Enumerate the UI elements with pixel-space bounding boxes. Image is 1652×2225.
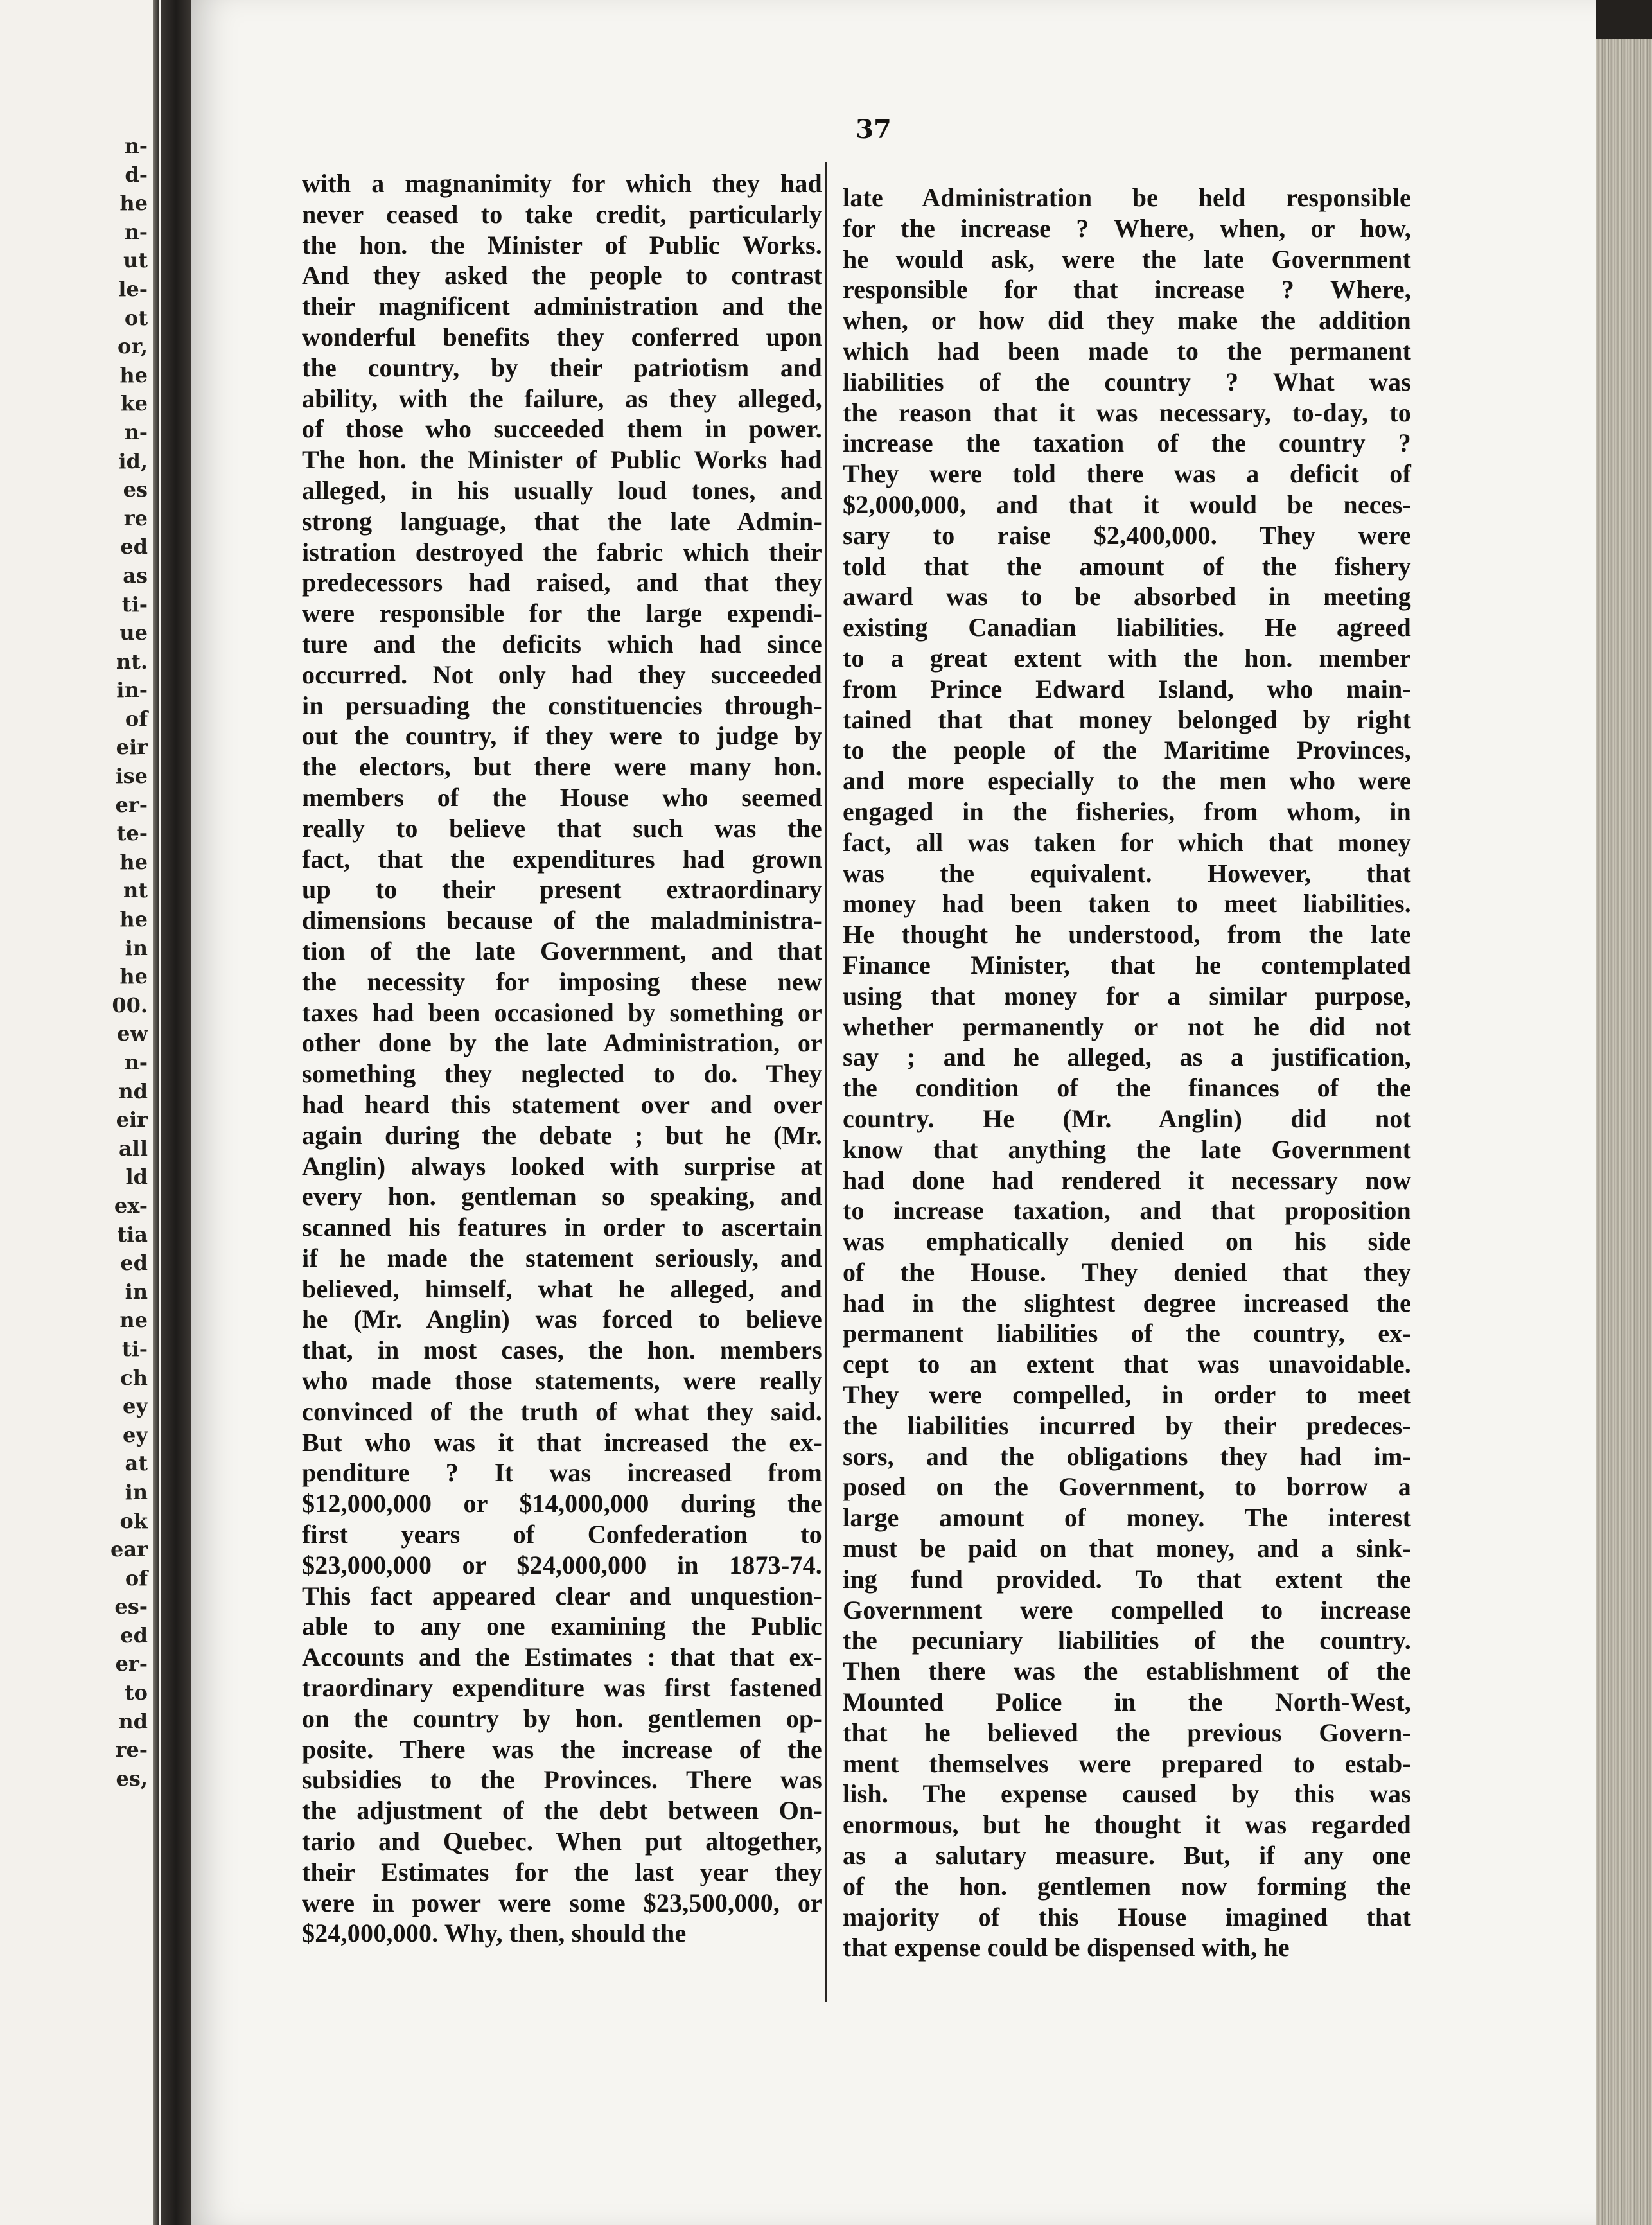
text-line: tario and Quebec. When put altogether,: [302, 1827, 822, 1856]
left-page-fragment-line: n-: [124, 219, 148, 244]
text-line: the hon. the Minister of Public Works.: [302, 230, 822, 259]
left-page-fragment-line: tia: [117, 1222, 148, 1247]
text-line: the electors, but there were many hon.: [302, 752, 822, 782]
left-page-fragment-line: in-: [116, 678, 148, 703]
left-page-fragment-line: of: [125, 706, 148, 731]
text-line: the necessity for imposing these new: [302, 967, 822, 996]
text-line: liabilities of the country ? What was: [843, 367, 1411, 396]
left-page-fragment-line: n-: [124, 134, 148, 158]
text-line: must be paid on that money, and a sink-: [843, 1534, 1411, 1563]
left-page-fragment-line: eir: [116, 735, 148, 760]
text-line: fact, that the expenditures had grown: [302, 844, 822, 874]
left-page-fragment-line: ke: [120, 391, 148, 416]
text-line: The hon. the Minister of Public Works had: [302, 445, 822, 475]
left-page-fragment-line: ey: [123, 1422, 148, 1447]
left-page-fragment-line: at: [125, 1451, 148, 1476]
text-line: penditure ? It was increased from: [302, 1458, 822, 1488]
left-page-fragment-line: he: [119, 907, 148, 932]
text-line: say ; and he alleged, as a justification,: [843, 1042, 1411, 1072]
text-line: cept to an extent that was unavoidable.: [843, 1350, 1411, 1379]
text-line: Finance Minister, that he contemplated: [843, 950, 1411, 980]
text-line: lish. The expense caused by this was: [843, 1779, 1411, 1809]
text-line: existing Canadian liabilities. He agreed: [843, 613, 1411, 642]
text-line: again during the debate ; but he (Mr.: [302, 1120, 822, 1150]
text-line: $2,000,000, and that it would be neces-: [843, 489, 1411, 519]
text-line: This fact appeared clear and unquestion-: [302, 1581, 822, 1610]
left-page-fragment-line: 00.: [112, 992, 148, 1017]
page-stack-shadow: [1596, 0, 1652, 39]
text-line: in persuading the constituencies through-: [302, 690, 822, 720]
text-line: sary to raise $2,400,000. They were: [843, 520, 1411, 550]
text-line: when, or how did they make the addition: [843, 306, 1411, 335]
left-page-fragment-line: er-: [115, 792, 148, 817]
left-page-fragment-line: eir: [116, 1107, 148, 1132]
text-line: occurred. Not only had they succeeded: [302, 660, 822, 689]
text-line: their magnificent administration and the: [302, 292, 822, 321]
left-page-fragment-line: nt.: [116, 649, 148, 674]
left-page-fragment-line: all: [118, 1136, 148, 1161]
text-line: was emphatically denied on his side: [843, 1227, 1411, 1256]
left-page-fragment-line: ch: [120, 1365, 148, 1390]
left-page-fragment-line: or,: [117, 334, 148, 359]
left-page-fragment-line: es: [123, 477, 148, 502]
text-line: But who was it that increased the ex-: [302, 1427, 822, 1457]
text-line: whether permanently or not he did not: [843, 1012, 1411, 1041]
text-line: of the hon. gentlemen now forming the: [843, 1871, 1411, 1901]
left-page-edge: [153, 0, 159, 2225]
text-line: They were told there was a deficit of: [843, 459, 1411, 489]
text-line: know that anything the late Government: [843, 1134, 1411, 1164]
text-line: ability, with the failure, as they alleged,: [302, 383, 822, 413]
left-page-fragment-line: ti-: [121, 592, 148, 617]
text-line: Accounts and the Estimates : that that ex-: [302, 1642, 822, 1672]
left-page-fragment-line: nd: [118, 1078, 148, 1104]
text-column-left: [302, 168, 822, 1949]
left-page-fragment-line: nt: [123, 878, 148, 903]
text-line: increase the taxation of the country ?: [843, 428, 1411, 458]
left-page-fragment-line: ne: [119, 1308, 148, 1333]
page-number: 37: [856, 114, 892, 145]
text-line: able to any one examining the Public: [302, 1612, 822, 1641]
left-page-fragment-line: n-: [124, 419, 148, 444]
text-line: were responsible for the large expendi-: [302, 599, 822, 628]
left-page-fragment-line: d-: [125, 162, 148, 187]
text-line: never ceased to take credit, particularly: [302, 199, 822, 229]
column-divider: [825, 162, 827, 2002]
text-line: posite. There was the increase of the: [302, 1734, 822, 1764]
text-line: had done had rendered it necessary now: [843, 1165, 1411, 1195]
text-line: $24,000,000. Why, then, should the: [302, 1919, 687, 1948]
text-line: that he believed the previous Govern-: [843, 1718, 1411, 1747]
text-line: $23,000,000 or $24,000,000 in 1873-74.: [302, 1550, 822, 1579]
text-line: members of the House who seemed: [302, 782, 822, 812]
text-line: ture and the deficits which had since: [302, 629, 822, 658]
text-line: to increase taxation, and that proposition: [843, 1196, 1411, 1226]
text-line: which had been made to the permanent: [843, 336, 1411, 365]
left-page-fragment-line: ue: [119, 620, 148, 646]
left-page-fragment-line: as: [123, 563, 148, 588]
left-page-fragment-line: nd: [118, 1709, 148, 1734]
left-page-fragment-line: in: [125, 1479, 148, 1504]
text-line: They were compelled, in order to meet: [843, 1380, 1411, 1410]
text-line: ment themselves were prepared to estab-: [843, 1748, 1411, 1778]
text-line: dimensions because of the maladministra-: [302, 906, 822, 935]
left-page-fragment-line: in: [125, 935, 148, 960]
text-line: He thought he understood, from the late: [843, 920, 1411, 949]
left-page-fragment-line: he: [119, 191, 148, 216]
text-line: Mounted Police in the North-West,: [843, 1687, 1411, 1717]
text-line: scanned his features in order to ascertain: [302, 1213, 822, 1242]
text-line: ing fund provided. To that extent the: [843, 1564, 1411, 1594]
text-line: the condition of the finances of the: [843, 1073, 1411, 1103]
text-line: subsidies to the Provinces. There was: [302, 1765, 822, 1795]
text-line: to a great extent with the hon. member: [843, 643, 1411, 673]
text-line: country. He (Mr. Anglin) did not: [843, 1104, 1411, 1133]
text-line: award was to be absorbed in meeting: [843, 582, 1411, 611]
text-line: majority of this House imagined that: [843, 1902, 1411, 1931]
text-line: as a salutary measure. But, if any one: [843, 1841, 1411, 1870]
left-page-fragment-line: to: [124, 1680, 148, 1705]
left-page-fragment-line: es-: [114, 1594, 148, 1619]
text-line: out the country, if they were to judge by: [302, 721, 822, 751]
left-page-fragment-line: n-: [124, 1050, 148, 1075]
text-line: told that the amount of the fishery: [843, 551, 1411, 581]
left-page-fragment-line: ok: [119, 1508, 148, 1533]
left-page-fragment-line: ti-: [121, 1336, 148, 1361]
text-line: money had been taken to meet liabilities.: [843, 889, 1411, 919]
text-line: had in the slightest degree increased the: [843, 1288, 1411, 1317]
text-line: strong language, that the late Admin-: [302, 506, 822, 536]
text-line: permanent liabilities of the country, ex-: [843, 1319, 1411, 1348]
text-line: who made those statements, were really: [302, 1366, 822, 1396]
text-line: tained that that money belonged by right: [843, 705, 1411, 734]
left-page-fragment-line: he: [119, 362, 148, 387]
left-page-fragment-line: ex-: [114, 1193, 148, 1218]
text-line: And they asked the people to contrast: [302, 261, 822, 290]
left-page-fragment-line: er-: [115, 1651, 148, 1676]
text-line: the adjustment of the debt between On-: [302, 1796, 822, 1825]
left-page-fragment-line: re-: [115, 1737, 148, 1763]
text-column-right: [843, 182, 1411, 1963]
left-page-fragment-line: ew: [117, 1021, 148, 1046]
left-page-fragment: [0, 0, 161, 2225]
left-page-fragment-line: re: [123, 506, 148, 531]
text-line: he would ask, were the late Government: [843, 244, 1411, 274]
text-line: on the country by hon. gentlemen op-: [302, 1703, 822, 1733]
text-line: that expense could be dispensed with, he: [843, 1933, 1290, 1962]
text-line: fact, all was taken for which that money: [843, 827, 1411, 857]
text-line: the reason that it was necessary, to-day, to: [843, 398, 1411, 427]
text-line: using that money for a similar purpose,: [843, 981, 1411, 1010]
text-line: every hon. gentleman so speaking, and: [302, 1182, 822, 1211]
left-page-fragment-line: id,: [118, 448, 148, 473]
left-page-fragment-line: ear: [110, 1537, 148, 1562]
left-page-fragment-line: ed: [120, 1623, 148, 1648]
text-line: sors, and the obligations they had im-: [843, 1441, 1411, 1471]
text-line: the liabilities incurred by their predeces-: [843, 1411, 1411, 1440]
text-line: predecessors had raised, and that they: [302, 568, 822, 597]
text-line: taxes had been occasioned by something or: [302, 998, 822, 1027]
left-page-fragment-line: te-: [116, 821, 148, 846]
text-line: the country, by their patriotism and: [302, 353, 822, 382]
text-line: enormous, but he thought it was regarded: [843, 1810, 1411, 1840]
text-line: other done by the late Administration, or: [302, 1028, 822, 1058]
left-page-fragment-line: le-: [118, 276, 148, 301]
text-line: large amount of money. The interest: [843, 1503, 1411, 1533]
page-stack-edges: [1596, 39, 1652, 2225]
text-line: first years of Confederation to: [302, 1520, 822, 1549]
text-line: if he made the statement seriously, and: [302, 1243, 822, 1272]
left-page-fragment-line: of: [125, 1565, 148, 1590]
text-line: really to believe that such was the: [302, 813, 822, 843]
left-page-fragment-line: ld: [125, 1165, 148, 1190]
left-page-fragment-line: ot: [124, 305, 148, 330]
left-page-fragment-line: ed: [120, 534, 148, 559]
text-line: to the people of the Maritime Provinces,: [843, 735, 1411, 765]
text-line: engaged in the fisheries, from whom, in: [843, 796, 1411, 826]
text-line: Government were compelled to increase: [843, 1595, 1411, 1624]
text-line: wonderful benefits they conferred upon: [302, 322, 822, 351]
text-line: had heard this statement over and over: [302, 1089, 822, 1119]
text-line: $12,000,000 or $14,000,000 during the: [302, 1489, 822, 1518]
left-page-fragment-line: he: [119, 964, 148, 989]
text-line: believed, himself, what he alleged, and: [302, 1274, 822, 1303]
text-line: were in power were some $23,500,000, or: [302, 1888, 822, 1917]
left-page-fragment-line: ise: [115, 764, 148, 789]
left-page-fragment-line: ut: [123, 248, 148, 273]
text-line: of the House. They denied that they: [843, 1257, 1411, 1287]
text-line: of those who succeeded them in power.: [302, 414, 822, 444]
text-line: posed on the Government, to borrow a: [843, 1472, 1411, 1502]
text-line: Then there was the establishment of the: [843, 1657, 1411, 1686]
left-page-fragment-line: ey: [123, 1394, 148, 1419]
text-line: and more especially to the men who were: [843, 766, 1411, 796]
text-line: from Prince Edward Island, who main-: [843, 674, 1411, 703]
text-line: their Estimates for the last year they: [302, 1857, 822, 1886]
text-line: responsible for that increase ? Where,: [843, 275, 1411, 304]
text-line: istration destroyed the fabric which their: [302, 537, 822, 567]
text-line: he (Mr. Anglin) was forced to believe: [302, 1305, 822, 1334]
text-line: was the equivalent. However, that: [843, 858, 1411, 888]
text-line: something they neglected to do. They: [302, 1059, 822, 1089]
text-line: late Administration be held responsible: [843, 183, 1411, 212]
text-line: that, in most cases, the hon. members: [302, 1335, 822, 1365]
left-page-fragment-line: he: [119, 849, 148, 874]
text-line: tion of the late Government, and that: [302, 936, 822, 965]
text-line: up to their present extraordinary: [302, 875, 822, 904]
text-line: with a magnanimity for which they had: [302, 169, 822, 198]
left-page-fragment-line: in: [125, 1279, 148, 1304]
text-line: for the increase ? Where, when, or how,: [843, 213, 1411, 243]
left-page-text-fragments: [0, 132, 148, 1793]
text-line: Anglin) always looked with surprise at: [302, 1151, 822, 1181]
left-page-fragment-line: es,: [116, 1766, 148, 1791]
book-gutter: [161, 0, 191, 2225]
text-line: the pecuniary liabilities of the country.: [843, 1626, 1411, 1655]
text-line: traordinary expenditure was first fastened: [302, 1673, 822, 1703]
left-page-fragment-line: ed: [120, 1251, 148, 1276]
text-line: convinced of the truth of what they said.: [302, 1396, 822, 1426]
text-line: alleged, in his usually loud tones, and: [302, 475, 822, 505]
